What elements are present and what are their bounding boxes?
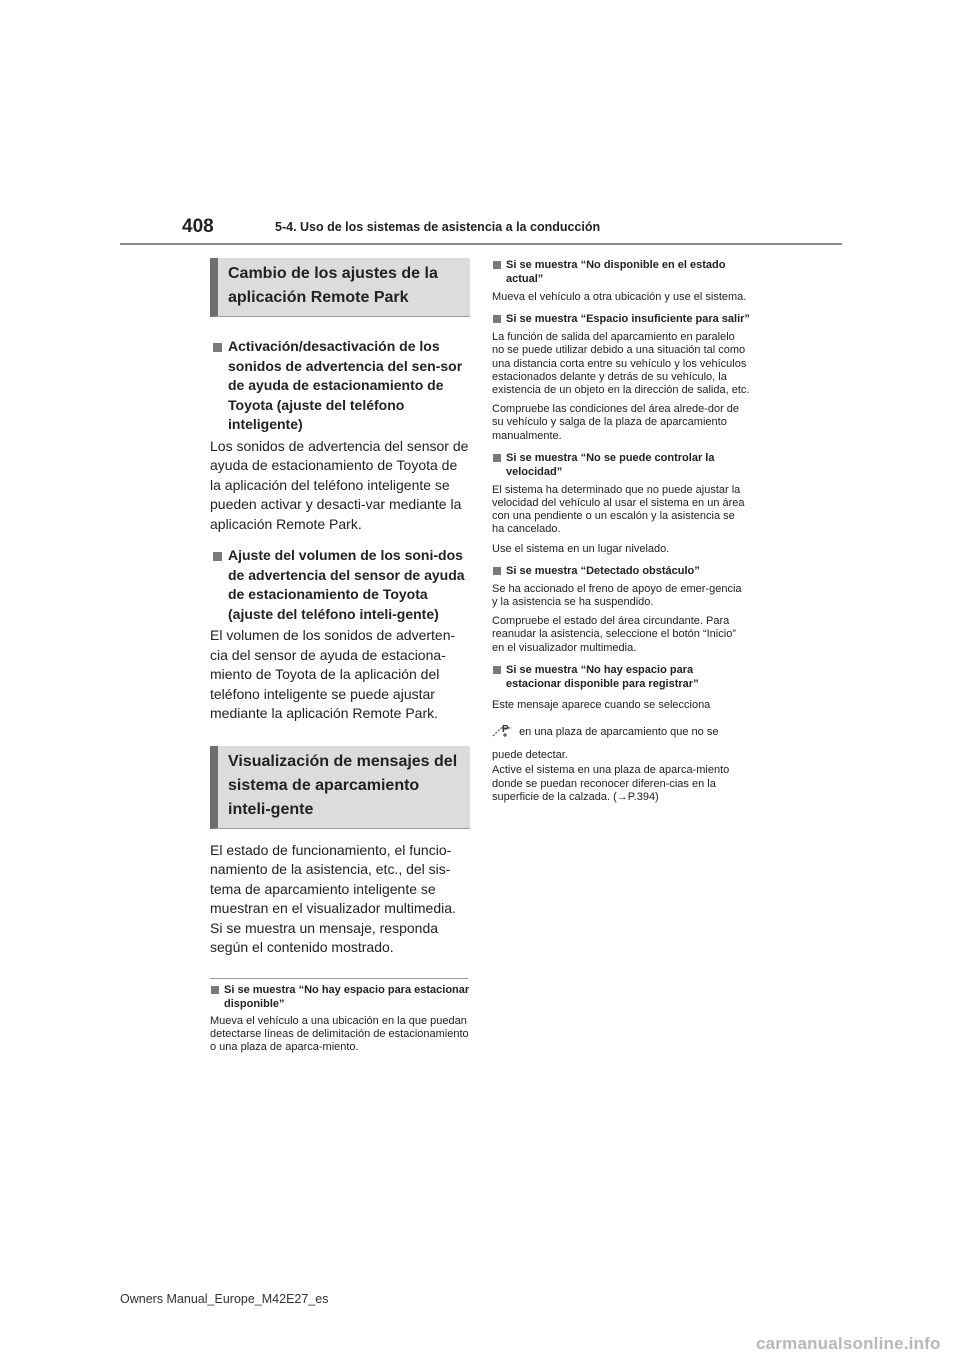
paragraph-resume: Compruebe el estado del área circundante. Para reanudar la asistencia, seleccione el botón “Inicio” en el visualizador multimedia.	[492, 615, 736, 654]
paragraph-not-available: Mueva el vehículo a otra ubicación y use el sistema.	[492, 291, 747, 303]
paragraph-cannot-detect: puede detectar.	[492, 749, 568, 762]
subheading-sound-toggle: Activación/desactivación de los sonidos de advertencia del sen-sor de ayuda de estacionamiento de Toyota (ajuste del teléfono inteligente)	[210, 337, 470, 435]
paragraph-messages-intro: El estado de funcionamiento, el funcio-namiento de la asistencia, etc., del sis-tema de aparcamiento inteligente se muestran en el visualizador multimedia. Si se muestra un mensaje, responda según el contenido mostrado.	[210, 841, 456, 955]
bullet-square-icon	[213, 552, 222, 561]
paragraph-icon-line: P en una plaza de aparcamiento que no se	[492, 722, 750, 739]
paragraph-sound-toggle: Los sonidos de advertencia del sensor de ayuda de estacionamiento de Toyota de la aplicación del teléfono inteligente se pueden activar y desacti-var mediante la aplicación Remote Park.	[210, 437, 469, 532]
right-column	[492, 258, 750, 804]
paragraph-obstacle: Se ha accionado el freno de apoyo de emer-gencia y la asistencia se ha suspendido.	[492, 582, 742, 609]
bullet-square-icon	[493, 567, 501, 575]
footer-text: Owners Manual_Europe_M42E27_es	[120, 1292, 329, 1306]
bullet-square-icon	[493, 454, 501, 462]
subheading-insufficient-space: Si se muestra “Espacio insuficiente para salir”	[492, 312, 750, 326]
subheading-speed-control: Si se muestra “No se puede controlar la velocidad”	[492, 451, 750, 479]
subheading-volume: Ajuste del volumen de los soni-dos de advertencia del sensor de ayuda de estacionamiento de Toyota (ajuste del teléfono inteli-gente)	[210, 546, 470, 624]
subheading-no-space-register: Si se muestra “No hay espacio para estacionar disponible para registrar”	[492, 663, 750, 691]
left-column	[210, 258, 470, 1054]
paragraph-volume: El volumen de los sonidos de adverten-cia del sensor de ayuda de estaciona-miento de Toyota de la aplicación del teléfono inteligente se puede ajustar mediante la aplicación Remote Park.	[210, 627, 456, 721]
page-number: 408	[182, 216, 214, 237]
bullet-square-icon	[493, 315, 501, 323]
paragraph-no-space: Mueva el vehículo a una ubicación en la que puedan detectarse líneas de delimitación de estacionamiento o una plaza de aparca-miento.	[210, 1014, 469, 1053]
bullet-square-icon	[493, 666, 501, 674]
section-box-remote-park: Cambio de los ajustes de la aplicación Remote Park	[210, 258, 470, 317]
watermark: carmanualsonline.info	[756, 1334, 941, 1353]
paragraph-check-surroundings: Compruebe las condiciones del área alrede-dor de su vehículo y salga de la plaza de aparcamiento manualmente.	[492, 403, 740, 442]
svg-text:P: P	[502, 724, 509, 736]
bullet-square-icon	[213, 343, 222, 352]
paragraph-activate-system: Active el sistema en una plaza de aparca-miento donde se puedan reconocer diferen-cias en la superficie de la calzada. (→P.394)	[492, 764, 730, 803]
bullet-square-icon	[493, 261, 501, 269]
paragraph-insufficient-space: La función de salida del aparcamiento en paralelo no se puede utilizar debido a una situación tal como una distancia corta entre su vehículo y los vehículos estacionados delante y detrás de su vehículo, la existencia de un objeto en la dirección de salida, etc.	[492, 331, 750, 397]
paragraph-message-appears: Este mensaje aparece cuando se selecciona	[492, 698, 711, 711]
paragraph-level-place: Use el sistema en un lugar nivelado.	[492, 542, 670, 555]
section-box-messages: Visualización de mensajes del sistema de aparcamiento inteli-gente	[210, 746, 470, 829]
subheading-not-available: Si se muestra “No disponible en el estado actual”	[492, 258, 750, 286]
subheading-obstacle: Si se muestra “Detectado obstáculo”	[492, 564, 750, 578]
parking-space-icon	[492, 722, 514, 738]
header-rule	[120, 243, 842, 245]
paragraph-speed-control: El sistema ha determinado que no puede ajustar la velocidad del vehículo al usar el sistema en un área con una pendiente o un escalón y la asistencia se ha cancelado.	[492, 483, 745, 536]
subheading-no-space: Si se muestra “No hay espacio para estacionar disponible”	[210, 983, 470, 1011]
section-title: 5-4. Uso de los sistemas de asistencia a la conducción	[275, 220, 601, 234]
bullet-square-icon	[211, 986, 219, 994]
